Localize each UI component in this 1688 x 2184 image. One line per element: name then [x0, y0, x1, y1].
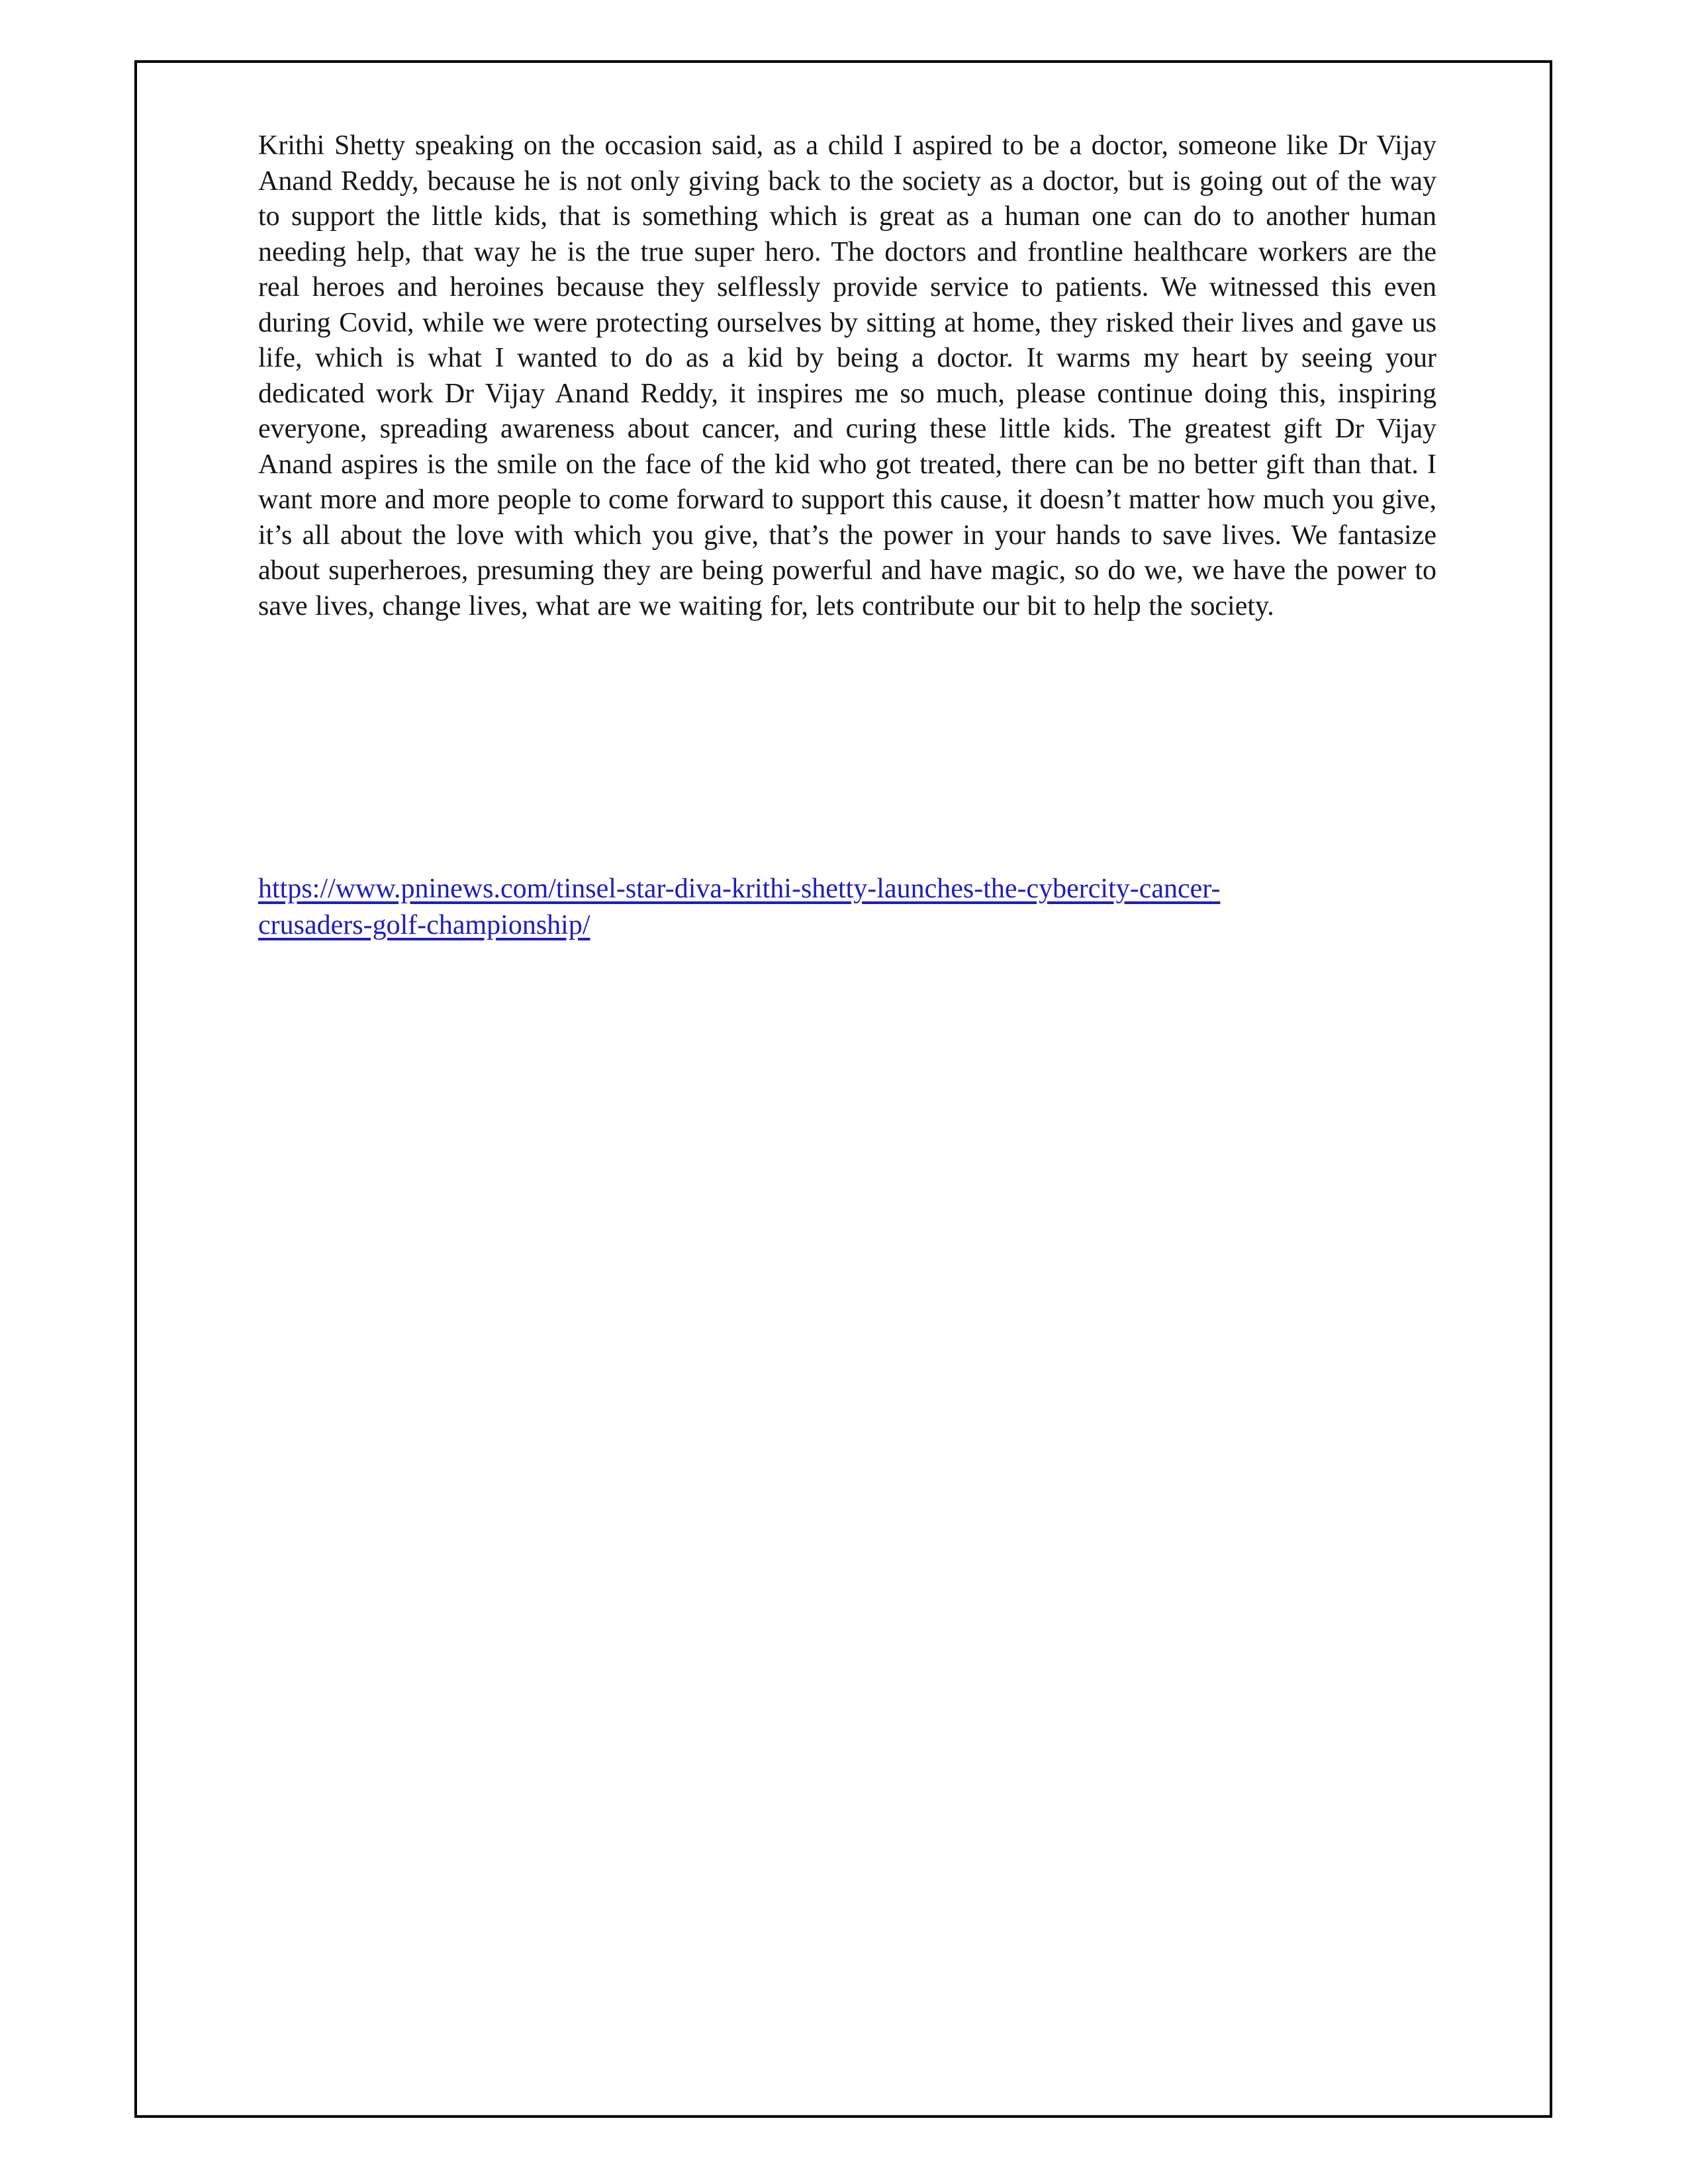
article-link-line-2: crusaders-golf-championship/	[258, 910, 590, 940]
article-link-block	[258, 871, 1436, 944]
article-link-line-1: https://www.pninews.com/tinsel-star-diva-krithi-shetty-launches-the-cybercity-cancer-	[258, 874, 1221, 904]
document-body	[258, 128, 1436, 624]
article-link[interactable]	[258, 874, 1220, 940]
quote-paragraph: Krithi Shetty speaking on the occasion said, as a child I aspired to be a doctor, someone like Dr Vijay Anand Reddy, because he is not only giving back to the society as a doctor, but is going out of the way to support the little kids, that is something which is great as a human one can do to another human needing help, that way he is the true super hero. The doctors and frontline healthcare workers are the real heroes and heroines because they selflessly provide service to patients. We witnessed this even during Covid, while we were protecting ourselves by sitting at home, they risked their lives and gave us life, which is what I wanted to do as a kid by being a doctor. It warms my heart by seeing your dedicated work Dr Vijay Anand Reddy, it inspires me so much, please continue doing this, inspiring everyone, spreading awareness about cancer, and curing these little kids. The greatest gift Dr Vijay Anand aspires is the smile on the face of the kid who got treated, there can be no better gift than that. I want more and more people to come forward to support this cause, it doesn’t matter how much you give, it’s all about the love with which you give, that’s the power in your hands to save lives. We fantasize about superheroes, presuming they are being powerful and have magic, so do we, we have the power to save lives, change lives, what are we waiting for, lets contribute our bit to help the society.	[258, 130, 1436, 621]
